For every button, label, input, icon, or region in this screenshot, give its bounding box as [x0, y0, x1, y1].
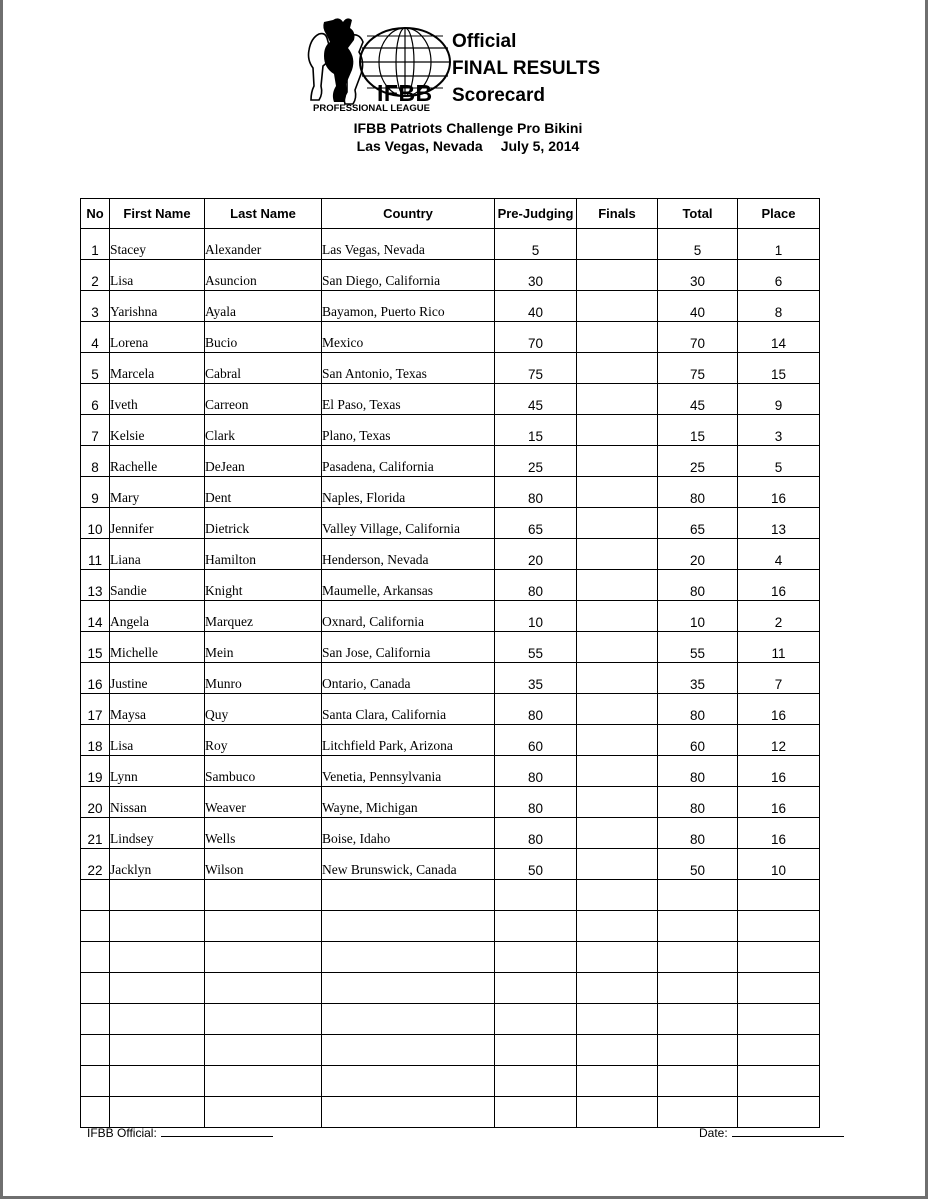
cell-country: San Antonio, Texas: [322, 353, 495, 384]
table-row: [81, 632, 820, 663]
cell-no: [81, 1066, 110, 1097]
table-row: [81, 291, 820, 322]
event-name: IFBB Patriots Challenge Pro Bikini: [353, 120, 583, 136]
cell-last-name: Alexander: [205, 229, 322, 260]
cell-total: 10: [658, 601, 738, 632]
cell-first-name: Jacklyn: [110, 849, 205, 880]
cell-first-name: Iveth: [110, 384, 205, 415]
cell-place: 5: [738, 446, 820, 477]
cell-finals: [577, 446, 658, 477]
scorecard-page: [3, 0, 925, 1196]
cell-total: 80: [658, 756, 738, 787]
cell-finals: [577, 601, 658, 632]
cell-no: 15: [81, 632, 110, 663]
cell-country: San Jose, California: [322, 632, 495, 663]
cell-place: 8: [738, 291, 820, 322]
cell-pre-judging: 50: [495, 849, 577, 880]
cell-finals: [577, 725, 658, 756]
cell-country: Naples, Florida: [322, 477, 495, 508]
cell-first-name: [110, 880, 205, 911]
cell-pre-judging: [495, 973, 577, 1004]
cell-last-name: Hamilton: [205, 539, 322, 570]
results-table: [80, 198, 820, 1128]
cell-first-name: Lynn: [110, 756, 205, 787]
cell-last-name: [205, 880, 322, 911]
cell-no: [81, 1097, 110, 1128]
cell-total: [658, 1066, 738, 1097]
cell-finals: [577, 756, 658, 787]
column-header: Place: [738, 199, 820, 229]
cell-total: 65: [658, 508, 738, 539]
cell-first-name: Rachelle: [110, 446, 205, 477]
cell-country: Boise, Idaho: [322, 818, 495, 849]
table-row: [81, 353, 820, 384]
cell-last-name: [205, 973, 322, 1004]
cell-last-name: Cabral: [205, 353, 322, 384]
cell-finals: [577, 260, 658, 291]
cell-pre-judging: [495, 911, 577, 942]
cell-last-name: Sambuco: [205, 756, 322, 787]
cell-total: 75: [658, 353, 738, 384]
event-location: Las Vegas, Nevada: [356, 138, 483, 154]
cell-last-name: Quy: [205, 694, 322, 725]
cell-country: Plano, Texas: [322, 415, 495, 446]
cell-first-name: Jennifer: [110, 508, 205, 539]
cell-finals: [577, 508, 658, 539]
cell-first-name: Michelle: [110, 632, 205, 663]
cell-country: Pasadena, California: [322, 446, 495, 477]
cell-place: [738, 973, 820, 1004]
cell-place: 1: [738, 229, 820, 260]
empty-table-row: [81, 1035, 820, 1066]
cell-pre-judging: 60: [495, 725, 577, 756]
cell-pre-judging: 15: [495, 415, 577, 446]
cell-no: 7: [81, 415, 110, 446]
empty-table-row: [81, 1004, 820, 1035]
cell-finals: [577, 973, 658, 1004]
cell-last-name: Marquez: [205, 601, 322, 632]
cell-last-name: Wells: [205, 818, 322, 849]
cell-pre-judging: 30: [495, 260, 577, 291]
cell-no: 8: [81, 446, 110, 477]
cell-place: 9: [738, 384, 820, 415]
cell-country: Litchfield Park, Arizona: [322, 725, 495, 756]
cell-last-name: Clark: [205, 415, 322, 446]
cell-first-name: Mary: [110, 477, 205, 508]
cell-no: 1: [81, 229, 110, 260]
cell-first-name: Lisa: [110, 725, 205, 756]
cell-last-name: Knight: [205, 570, 322, 601]
cell-finals: [577, 1004, 658, 1035]
cell-total: 30: [658, 260, 738, 291]
official-label: IFBB Official:: [87, 1126, 157, 1140]
cell-last-name: [205, 1097, 322, 1128]
cell-total: [658, 1035, 738, 1066]
cell-last-name: Weaver: [205, 787, 322, 818]
cell-no: [81, 1035, 110, 1066]
table-row: [81, 725, 820, 756]
cell-first-name: Lindsey: [110, 818, 205, 849]
cell-finals: [577, 849, 658, 880]
cell-no: 22: [81, 849, 110, 880]
cell-place: 16: [738, 756, 820, 787]
cell-total: 80: [658, 477, 738, 508]
cell-total: 60: [658, 725, 738, 756]
cell-total: 25: [658, 446, 738, 477]
column-header: Pre-Judging: [495, 199, 577, 229]
cell-no: [81, 880, 110, 911]
cell-total: [658, 1097, 738, 1128]
cell-finals: [577, 570, 658, 601]
cell-last-name: [205, 1035, 322, 1066]
empty-table-row: [81, 880, 820, 911]
cell-first-name: [110, 1035, 205, 1066]
column-header: Total: [658, 199, 738, 229]
cell-total: 80: [658, 570, 738, 601]
cell-total: 80: [658, 787, 738, 818]
cell-total: 40: [658, 291, 738, 322]
cell-total: 50: [658, 849, 738, 880]
cell-total: 80: [658, 818, 738, 849]
logo-subtext: PROFESSIONAL LEAGUE: [313, 103, 431, 114]
cell-pre-judging: 80: [495, 787, 577, 818]
cell-last-name: Roy: [205, 725, 322, 756]
cell-first-name: Stacey: [110, 229, 205, 260]
logo-wordmark: IFBB: [377, 80, 433, 106]
cell-first-name: [110, 973, 205, 1004]
cell-finals: [577, 322, 658, 353]
cell-no: 21: [81, 818, 110, 849]
cell-first-name: Lorena: [110, 322, 205, 353]
cell-first-name: Liana: [110, 539, 205, 570]
cell-place: [738, 911, 820, 942]
cell-finals: [577, 539, 658, 570]
event-date: July 5, 2014: [500, 138, 580, 154]
cell-total: 5: [658, 229, 738, 260]
cell-place: 13: [738, 508, 820, 539]
cell-place: 10: [738, 849, 820, 880]
cell-place: 16: [738, 818, 820, 849]
cell-place: 6: [738, 260, 820, 291]
cell-first-name: Yarishna: [110, 291, 205, 322]
cell-finals: [577, 911, 658, 942]
cell-finals: [577, 477, 658, 508]
cell-finals: [577, 229, 658, 260]
table-row: [81, 663, 820, 694]
cell-last-name: [205, 942, 322, 973]
table-row: [81, 508, 820, 539]
table-header-row: [81, 199, 820, 229]
cell-country: Mexico: [322, 322, 495, 353]
cell-no: [81, 1004, 110, 1035]
cell-country: Venetia, Pennsylvania: [322, 756, 495, 787]
cell-country: New Brunswick, Canada: [322, 849, 495, 880]
cell-finals: [577, 1035, 658, 1066]
cell-place: 16: [738, 787, 820, 818]
cell-place: 14: [738, 322, 820, 353]
cell-country: Maumelle, Arkansas: [322, 570, 495, 601]
cell-place: [738, 1066, 820, 1097]
cell-first-name: [110, 942, 205, 973]
cell-finals: [577, 663, 658, 694]
empty-table-row: [81, 911, 820, 942]
cell-pre-judging: 80: [495, 570, 577, 601]
cell-place: [738, 1035, 820, 1066]
cell-total: 15: [658, 415, 738, 446]
column-header: Finals: [577, 199, 658, 229]
cell-total: [658, 942, 738, 973]
cell-place: 12: [738, 725, 820, 756]
table-row: [81, 229, 820, 260]
cell-no: 11: [81, 539, 110, 570]
cell-country: El Paso, Texas: [322, 384, 495, 415]
cell-finals: [577, 384, 658, 415]
title-line-official: Official: [452, 31, 517, 52]
cell-last-name: Bucio: [205, 322, 322, 353]
cell-no: 16: [81, 663, 110, 694]
cell-pre-judging: 80: [495, 694, 577, 725]
cell-pre-judging: 20: [495, 539, 577, 570]
cell-first-name: Justine: [110, 663, 205, 694]
cell-pre-judging: 70: [495, 322, 577, 353]
table-row: [81, 446, 820, 477]
cell-country: Bayamon, Puerto Rico: [322, 291, 495, 322]
cell-finals: [577, 694, 658, 725]
scorecard-title: [452, 28, 600, 109]
cell-no: [81, 942, 110, 973]
cell-last-name: Wilson: [205, 849, 322, 880]
cell-place: 11: [738, 632, 820, 663]
column-header: Last Name: [205, 199, 322, 229]
cell-no: 13: [81, 570, 110, 601]
table-row: [81, 260, 820, 291]
cell-place: 3: [738, 415, 820, 446]
cell-first-name: Nissan: [110, 787, 205, 818]
cell-last-name: Dent: [205, 477, 322, 508]
cell-pre-judging: 80: [495, 818, 577, 849]
cell-finals: [577, 880, 658, 911]
cell-no: 17: [81, 694, 110, 725]
cell-country: [322, 880, 495, 911]
cell-last-name: Carreon: [205, 384, 322, 415]
cell-place: [738, 1004, 820, 1035]
cell-total: [658, 880, 738, 911]
cell-country: Las Vegas, Nevada: [322, 229, 495, 260]
cell-pre-judging: 45: [495, 384, 577, 415]
cell-place: [738, 1097, 820, 1128]
cell-last-name: Asuncion: [205, 260, 322, 291]
cell-finals: [577, 632, 658, 663]
table-row: [81, 601, 820, 632]
cell-country: San Diego, California: [322, 260, 495, 291]
column-header: Country: [322, 199, 495, 229]
cell-total: 80: [658, 694, 738, 725]
cell-first-name: Angela: [110, 601, 205, 632]
title-line-final-results: FINAL RESULTS: [452, 58, 601, 79]
cell-last-name: Munro: [205, 663, 322, 694]
cell-no: 20: [81, 787, 110, 818]
cell-pre-judging: [495, 1066, 577, 1097]
table-row: [81, 787, 820, 818]
cell-total: 35: [658, 663, 738, 694]
date-signature: [699, 1124, 844, 1140]
cell-country: Valley Village, California: [322, 508, 495, 539]
cell-pre-judging: 80: [495, 477, 577, 508]
date-label: Date:: [699, 1126, 728, 1140]
cell-no: 19: [81, 756, 110, 787]
table-row: [81, 818, 820, 849]
official-signature-line: [161, 1124, 273, 1137]
cell-country: Oxnard, California: [322, 601, 495, 632]
cell-pre-judging: [495, 942, 577, 973]
cell-first-name: Maysa: [110, 694, 205, 725]
table-row: [81, 415, 820, 446]
cell-first-name: Kelsie: [110, 415, 205, 446]
cell-country: [322, 1035, 495, 1066]
column-header: No: [81, 199, 110, 229]
cell-first-name: [110, 1004, 205, 1035]
table-row: [81, 570, 820, 601]
cell-place: 16: [738, 694, 820, 725]
cell-first-name: Lisa: [110, 260, 205, 291]
cell-last-name: Dietrick: [205, 508, 322, 539]
cell-pre-judging: [495, 1097, 577, 1128]
cell-total: 45: [658, 384, 738, 415]
cell-country: [322, 942, 495, 973]
cell-pre-judging: [495, 880, 577, 911]
cell-country: [322, 911, 495, 942]
cell-total: 55: [658, 632, 738, 663]
title-line-scorecard: Scorecard: [452, 85, 545, 106]
cell-last-name: [205, 911, 322, 942]
cell-finals: [577, 1066, 658, 1097]
cell-no: 9: [81, 477, 110, 508]
table-row: [81, 477, 820, 508]
cell-total: 70: [658, 322, 738, 353]
cell-pre-judging: 40: [495, 291, 577, 322]
cell-last-name: [205, 1004, 322, 1035]
cell-place: [738, 880, 820, 911]
cell-finals: [577, 942, 658, 973]
cell-first-name: [110, 911, 205, 942]
cell-no: 5: [81, 353, 110, 384]
cell-country: Wayne, Michigan: [322, 787, 495, 818]
cell-pre-judging: [495, 1004, 577, 1035]
cell-finals: [577, 291, 658, 322]
cell-first-name: [110, 1097, 205, 1128]
cell-last-name: Mein: [205, 632, 322, 663]
cell-pre-judging: 25: [495, 446, 577, 477]
cell-pre-judging: 35: [495, 663, 577, 694]
cell-total: [658, 973, 738, 1004]
date-signature-line: [732, 1124, 844, 1137]
cell-place: 15: [738, 353, 820, 384]
cell-total: [658, 911, 738, 942]
cell-no: 18: [81, 725, 110, 756]
cell-pre-judging: 55: [495, 632, 577, 663]
cell-country: [322, 1097, 495, 1128]
table-row: [81, 539, 820, 570]
cell-last-name: DeJean: [205, 446, 322, 477]
cell-pre-judging: 80: [495, 756, 577, 787]
cell-last-name: [205, 1066, 322, 1097]
cell-finals: [577, 1097, 658, 1128]
cell-finals: [577, 818, 658, 849]
cell-no: 4: [81, 322, 110, 353]
cell-no: 10: [81, 508, 110, 539]
cell-place: 2: [738, 601, 820, 632]
cell-no: [81, 973, 110, 1004]
table-row: [81, 694, 820, 725]
cell-country: Henderson, Nevada: [322, 539, 495, 570]
cell-first-name: Sandie: [110, 570, 205, 601]
cell-pre-judging: [495, 1035, 577, 1066]
table-row: [81, 849, 820, 880]
event-location-date: [333, 138, 603, 154]
cell-finals: [577, 353, 658, 384]
cell-place: 16: [738, 570, 820, 601]
cell-country: [322, 973, 495, 1004]
cell-no: 2: [81, 260, 110, 291]
cell-no: 6: [81, 384, 110, 415]
cell-country: [322, 1066, 495, 1097]
cell-place: 7: [738, 663, 820, 694]
empty-table-row: [81, 1097, 820, 1128]
cell-total: 20: [658, 539, 738, 570]
cell-pre-judging: 75: [495, 353, 577, 384]
cell-place: [738, 942, 820, 973]
column-header: First Name: [110, 199, 205, 229]
cell-no: [81, 911, 110, 942]
cell-no: 14: [81, 601, 110, 632]
empty-table-row: [81, 1066, 820, 1097]
cell-country: [322, 1004, 495, 1035]
cell-total: [658, 1004, 738, 1035]
table-row: [81, 756, 820, 787]
empty-table-row: [81, 973, 820, 1004]
cell-country: Santa Clara, California: [322, 694, 495, 725]
cell-pre-judging: 10: [495, 601, 577, 632]
cell-pre-judging: 65: [495, 508, 577, 539]
cell-first-name: [110, 1066, 205, 1097]
cell-no: 3: [81, 291, 110, 322]
cell-last-name: Ayala: [205, 291, 322, 322]
table-row: [81, 322, 820, 353]
cell-place: 16: [738, 477, 820, 508]
table-row: [81, 384, 820, 415]
cell-pre-judging: 5: [495, 229, 577, 260]
cell-finals: [577, 787, 658, 818]
empty-table-row: [81, 942, 820, 973]
cell-finals: [577, 415, 658, 446]
cell-first-name: Marcela: [110, 353, 205, 384]
cell-country: Ontario, Canada: [322, 663, 495, 694]
official-signature: [87, 1124, 273, 1140]
cell-place: 4: [738, 539, 820, 570]
